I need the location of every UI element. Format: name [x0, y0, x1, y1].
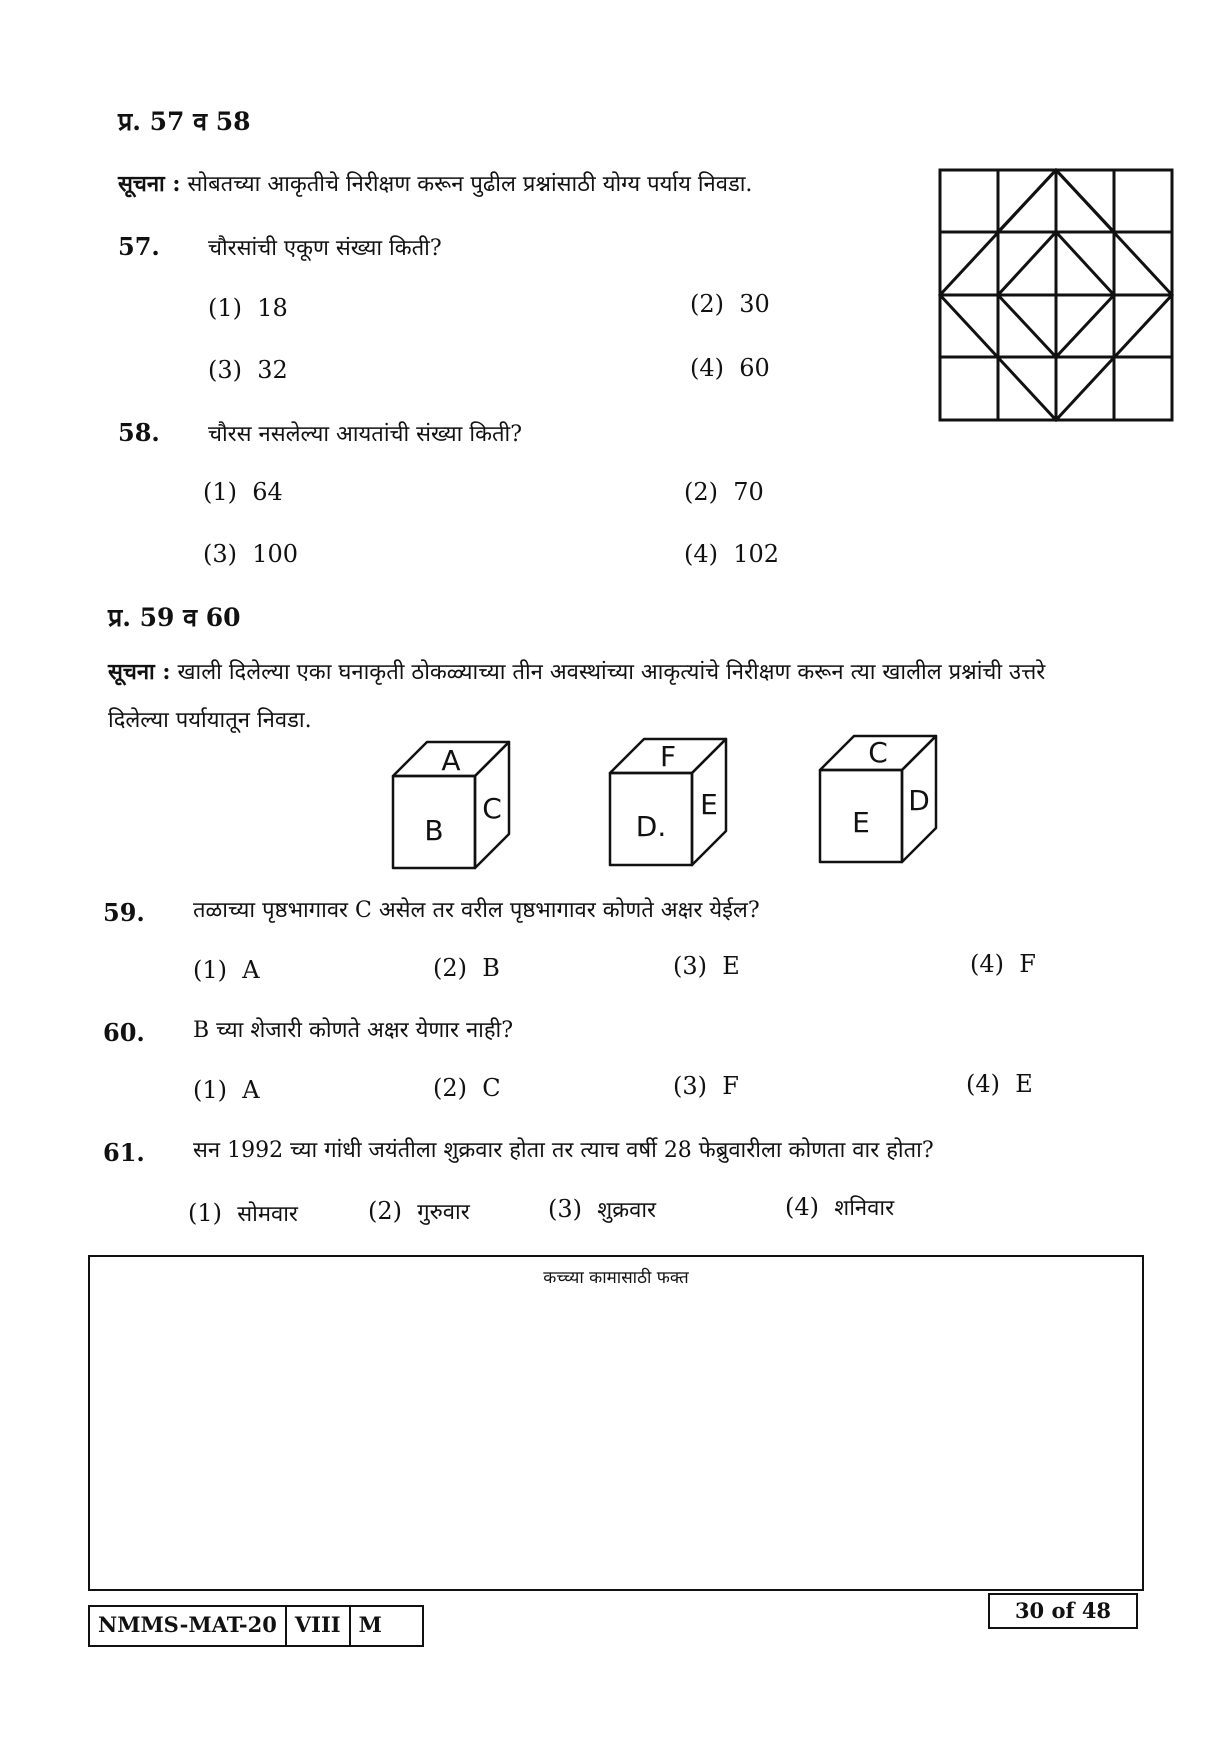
cube-2-front: D.: [635, 810, 667, 843]
q57-number: 57.: [118, 232, 160, 261]
q59-text: तळाच्या पृष्ठभागावर C असेल तर वरील पृष्ठभागावर कोणते अक्षर येईल?: [193, 898, 760, 923]
note-label: सूचना :: [108, 659, 171, 685]
section-heading-57-58: प्र. 57 व 58: [118, 107, 251, 136]
q61-option-1[interactable]: (1) सोमवार: [188, 1199, 298, 1227]
q61-option-4[interactable]: (4) शनिवार: [785, 1193, 895, 1221]
rough-work-box: [88, 1255, 1144, 1591]
cube-2-top: F: [659, 740, 677, 773]
q58-option-2[interactable]: (2) 70: [684, 478, 764, 506]
q58-option-1[interactable]: (1) 64: [203, 478, 283, 506]
q60-option-2[interactable]: (2) C: [433, 1074, 501, 1102]
q59-option-2[interactable]: (2) B: [433, 954, 500, 982]
paper-class: VIII: [287, 1607, 351, 1645]
q61-option-3[interactable]: (3) शुक्रवार: [548, 1195, 657, 1223]
rough-work-label: कच्च्या कामासाठी फक्त: [543, 1268, 689, 1288]
cube-3-top: C: [868, 736, 888, 769]
note-text: सोबतच्या आकृतीचे निरीक्षण करून पुढील प्रश्नांसाठी योग्य पर्याय निवडा.: [187, 172, 753, 197]
cube-1-top: A: [441, 744, 461, 777]
q58-text: चौरस नसलेल्या आयतांची संख्या किती?: [208, 422, 522, 447]
q57-option-2[interactable]: (2) 30: [690, 290, 770, 318]
q59-number: 59.: [103, 898, 145, 927]
paper-code-box: [88, 1605, 424, 1647]
cube-3-front: E: [852, 806, 870, 839]
q60-number: 60.: [103, 1018, 145, 1047]
note-text-line2: दिलेल्या पर्यायातून निवडा.: [108, 708, 312, 733]
section-heading-59-60: प्र. 59 व 60: [108, 603, 241, 632]
cube-2-side: E: [700, 788, 718, 821]
q57-text: चौरसांची एकूण संख्या किती?: [208, 236, 442, 261]
q60-option-1[interactable]: (1) A: [193, 1076, 260, 1104]
section-note-59-60: [108, 656, 1168, 686]
q57-option-4[interactable]: (4) 60: [690, 354, 770, 382]
cube-1-front: B: [424, 814, 444, 847]
q61-number: 61.: [103, 1138, 145, 1167]
cube-1-side: C: [482, 792, 502, 825]
q59-option-4[interactable]: (4) F: [970, 950, 1036, 978]
q60-option-3[interactable]: (3) F: [673, 1072, 739, 1100]
q60-option-4[interactable]: (4) E: [966, 1070, 1033, 1098]
cube-3-side: D: [908, 784, 930, 817]
q59-option-3[interactable]: (3) E: [673, 952, 740, 980]
q59-option-1[interactable]: (1) A: [193, 956, 260, 984]
note-text-line1: खाली दिलेल्या एका घनाकृती ठोकळ्याच्या तीन अवस्थांच्या आकृत्यांचे निरीक्षण करून त्या खालील प्रश्नांची उत्तरे: [177, 660, 1046, 685]
square-grid-figure: [935, 165, 1180, 430]
q57-option-3[interactable]: (3) 32: [208, 356, 288, 384]
page-number: 30 of 48: [988, 1593, 1138, 1629]
q61-text: सन 1992 च्या गांधी जयंतीला शुक्रवार होता तर त्याच वर्षी 28 फेब्रुवारीला कोणता वार होता?: [193, 1138, 934, 1163]
q61-option-2[interactable]: (2) गुरुवार: [368, 1197, 470, 1225]
q60-text: B च्या शेजारी कोणते अक्षर येणार नाही?: [193, 1018, 514, 1043]
paper-code: NMMS-MAT-20: [90, 1607, 287, 1645]
note-label: सूचना :: [118, 171, 181, 197]
q58-option-3[interactable]: (3) 100: [203, 540, 299, 568]
q58-number: 58.: [118, 418, 160, 447]
paper-medium: M: [358, 1612, 382, 1637]
section-note-57-58: [118, 168, 752, 198]
q58-option-4[interactable]: (4) 102: [684, 540, 780, 568]
cubes-figure: [385, 728, 930, 878]
q57-option-1[interactable]: (1) 18: [208, 294, 288, 322]
